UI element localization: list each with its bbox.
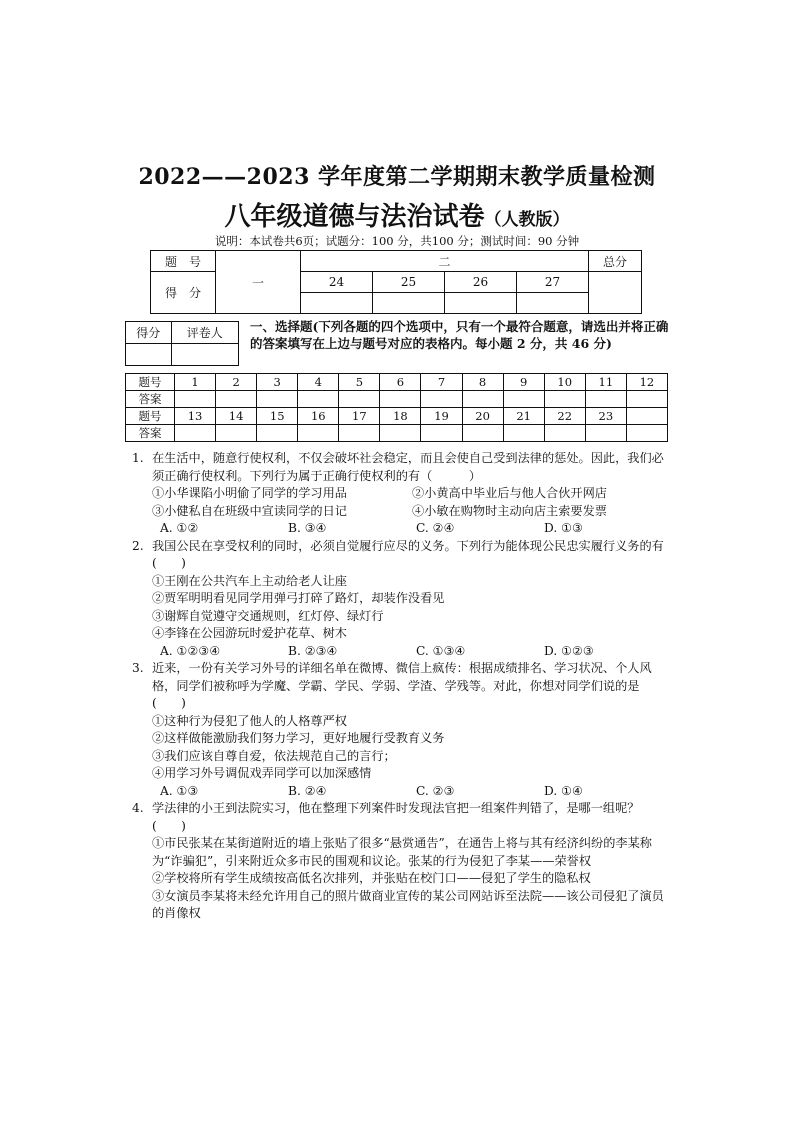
exam-note: 说明：本试卷共6页；试题分：100 分，共100 分；测试时间：90 分钟 [214, 234, 580, 248]
score-table-total: 总分 [589, 251, 642, 272]
question-stem: 在生活中，随意行使权利，不仅会破坏社会稳定，而且会使自己受到法律的惩处。因此，我们必须正确行使权利。下列行为属于正确行使权利的有（ ） [152, 451, 664, 483]
question-option: ②学校将所有学生成绩按高低名次排列，并张贴在校门口——侵犯了学生的隐私权 [152, 871, 591, 885]
answer-table-answer-cell[interactable] [462, 425, 503, 442]
question-option: ③小健私自在班级中宣读同学的日记 [152, 503, 347, 518]
grader-score-cell[interactable] [126, 344, 172, 366]
answer-table [125, 373, 668, 442]
answer-table-answer-cell[interactable] [380, 425, 421, 442]
grader-table [125, 321, 239, 366]
answer-table-question-number: 17 [339, 408, 380, 425]
answer-table-answer-cell[interactable] [216, 425, 257, 442]
score-table-defen: 得 分 [151, 272, 216, 314]
choice-a: A. ①③ [160, 783, 199, 798]
answer-table-answer-cell[interactable] [339, 391, 380, 408]
exam-title-subject [0, 196, 794, 233]
score-cell[interactable] [445, 293, 517, 314]
answer-table-question-number: 18 [380, 408, 421, 425]
choice-d: D. ①③ [544, 521, 583, 535]
answer-table-answer-cell[interactable] [421, 425, 462, 442]
question-option: ①这种行为侵犯了他人的人格尊严权 [152, 713, 347, 728]
question-option: ③我们应该自尊自爱，依法规范自己的言行； [152, 748, 396, 763]
answer-table-question-number: 14 [216, 408, 257, 425]
answer-table-question-number: 1 [175, 374, 216, 391]
answer-table-question-number: 7 [421, 374, 462, 391]
exam-edition: （人教版） [484, 210, 570, 230]
score-total-cell[interactable] [589, 272, 642, 314]
answer-table-question-number: 21 [503, 408, 544, 425]
answer-table-question-number: 20 [462, 408, 503, 425]
answer-table-question-number: 4 [298, 374, 339, 391]
answer-table-answer-cell[interactable] [544, 425, 585, 442]
exam-subject-name: 八年级道德与法治试卷 [224, 202, 485, 232]
question-stem: 学法律的小王到法院实习，他在整理下列案件时发现法官把一组案件判错了，是哪一组呢？( ) [152, 801, 640, 833]
score-sub-item: 25 [373, 272, 445, 293]
choice-b: B. ②④ [288, 783, 327, 798]
score-table-part2: 二 [301, 251, 589, 272]
score-cell[interactable] [373, 293, 445, 314]
answer-table-question-number: 22 [544, 408, 585, 425]
answer-table-answer-cell[interactable] [626, 425, 667, 442]
answer-table-num-label: 题号 [126, 408, 175, 425]
answer-table-answer-cell[interactable] [585, 425, 626, 442]
answer-table-ans-label: 答案 [126, 391, 175, 408]
answer-table-question-number: 10 [544, 374, 585, 391]
answer-table-answer-cell[interactable] [503, 425, 544, 442]
grader-name-cell[interactable] [171, 344, 238, 366]
question-3 [132, 660, 672, 800]
choice-c: C. ②④ [416, 521, 455, 535]
question-option: ②小黄高中毕业后与他人合伙开网店 [412, 486, 607, 500]
score-table-part1: 一 [216, 251, 301, 314]
question-number: 2. [132, 538, 144, 553]
question-number: 3. [132, 661, 144, 675]
answer-table-question-number: 8 [462, 374, 503, 391]
answer-table-answer-cell[interactable] [298, 391, 339, 408]
answer-table-answer-cell[interactable] [503, 391, 544, 408]
answer-table-empty-cell [626, 408, 667, 425]
choice-a: A. ①② [160, 521, 199, 535]
answer-table-question-number: 15 [257, 408, 298, 425]
question-option: ④李锋在公园游玩时爱护花草、树木 [152, 626, 347, 640]
answer-table-answer-cell[interactable] [544, 391, 585, 408]
answer-table-question-number: 9 [503, 374, 544, 391]
answer-table-answer-cell[interactable] [585, 391, 626, 408]
answer-table-answer-cell[interactable] [257, 391, 298, 408]
answer-table-num-label: 题号 [126, 374, 175, 391]
score-sub-item: 24 [301, 272, 373, 293]
question-option: ④用学习外号调侃戏弄同学可以加深感情 [152, 766, 372, 780]
answer-table-question-number: 12 [626, 374, 667, 391]
question-4 [132, 800, 672, 923]
grader-score-label: 得分 [126, 322, 172, 344]
answer-table-question-number: 2 [216, 374, 257, 391]
answer-table-question-number: 6 [380, 374, 421, 391]
grader-label: 评卷人 [171, 322, 238, 344]
question-option: ③谢辉自觉遵守交通规则，红灯停、绿灯行 [152, 608, 384, 623]
answer-table-answer-cell[interactable] [421, 391, 462, 408]
score-cell[interactable] [301, 293, 373, 314]
question-option: ①市民张某在某街道附近的墙上张贴了很多“悬赏通告”，在通告上将与其有经济纠纷的李某称为“诈骗犯”，引来附近众多市民的围观和议论。张某的行为侵犯了李某——荣誉权 [152, 836, 652, 868]
choice-b: B. ③④ [288, 521, 327, 535]
choice-a: A. ①②③④ [160, 643, 221, 658]
question-2 [132, 538, 672, 661]
score-sub-item: 27 [517, 272, 589, 293]
question-stem: 近来，一份有关学习外号的详细名单在微博、微信上疯传：根据成绩排名、学习状况、个人风格，同学们被称呼为学魔、学霸、学民、学弱、学渣、学残等。对此，你想对同学们说的是( ) [152, 661, 652, 710]
answer-table-answer-cell[interactable] [626, 391, 667, 408]
score-table-tihao: 题 号 [151, 251, 216, 272]
choice-c: C. ②③ [416, 783, 455, 798]
question-stem: 我国公民在享受权利的同时，必须自觉履行应尽的义务。下列行为能体现公民忠实履行义务的有( ) [152, 538, 664, 570]
answer-table-question-number: 19 [421, 408, 462, 425]
questions [132, 450, 672, 923]
question-number: 1. [132, 451, 144, 465]
answer-table-answer-cell[interactable] [175, 425, 216, 442]
answer-table-answer-cell[interactable] [298, 425, 339, 442]
exam-title-year: 2022——2023 学年度第二学期期末教学质量检测 [138, 164, 656, 190]
answer-table-question-number: 3 [257, 374, 298, 391]
choice-d: D. ①④ [544, 783, 583, 798]
choice-b: B. ②③④ [288, 643, 338, 658]
answer-table-answer-cell[interactable] [175, 391, 216, 408]
answer-table-answer-cell[interactable] [339, 425, 380, 442]
question-option: ④小敏在购物时主动向店主索要发票 [412, 503, 607, 518]
question-number: 4. [132, 801, 144, 815]
answer-table-answer-cell[interactable] [462, 391, 503, 408]
answer-table-ans-label: 答案 [126, 425, 175, 442]
answer-table-answer-cell[interactable] [380, 391, 421, 408]
answer-table-question-number: 11 [585, 374, 626, 391]
question-option: ②这样做能激励我们努力学习，更好地履行受教育义务 [152, 731, 445, 745]
score-table [150, 250, 642, 314]
question-option: ②贾军明明看见同学用弹弓打碎了路灯，却装作没看见 [152, 591, 445, 605]
answer-table-question-number: 16 [298, 408, 339, 425]
answer-table-answer-cell[interactable] [257, 425, 298, 442]
answer-table-question-number: 23 [585, 408, 626, 425]
answer-table-question-number: 5 [339, 374, 380, 391]
choice-c: C. ①③④ [416, 643, 466, 658]
choice-d: D. ①②③ [544, 643, 594, 658]
score-cell[interactable] [517, 293, 589, 314]
section1-instruction: 一、选择题(下列各题的四个选项中，只有一个最符合题意，请选出并将正确的答案填写在上边与题号对应的表格内。每小题 2 分，共 46 分) [250, 319, 669, 351]
answer-table-question-number: 13 [175, 408, 216, 425]
question-1 [132, 450, 672, 538]
question-option: ①小华课陷小明偷了同学的学习用品 [152, 486, 347, 500]
question-option: ③女演员李某将未经允许用自己的照片做商业宣传的某公司网站诉至法院——该公司侵犯了演员的肖像权 [152, 888, 664, 920]
question-option: ①王刚在公共汽车上主动给老人让座 [152, 573, 347, 588]
score-sub-item: 26 [445, 272, 517, 293]
answer-table-answer-cell[interactable] [216, 391, 257, 408]
